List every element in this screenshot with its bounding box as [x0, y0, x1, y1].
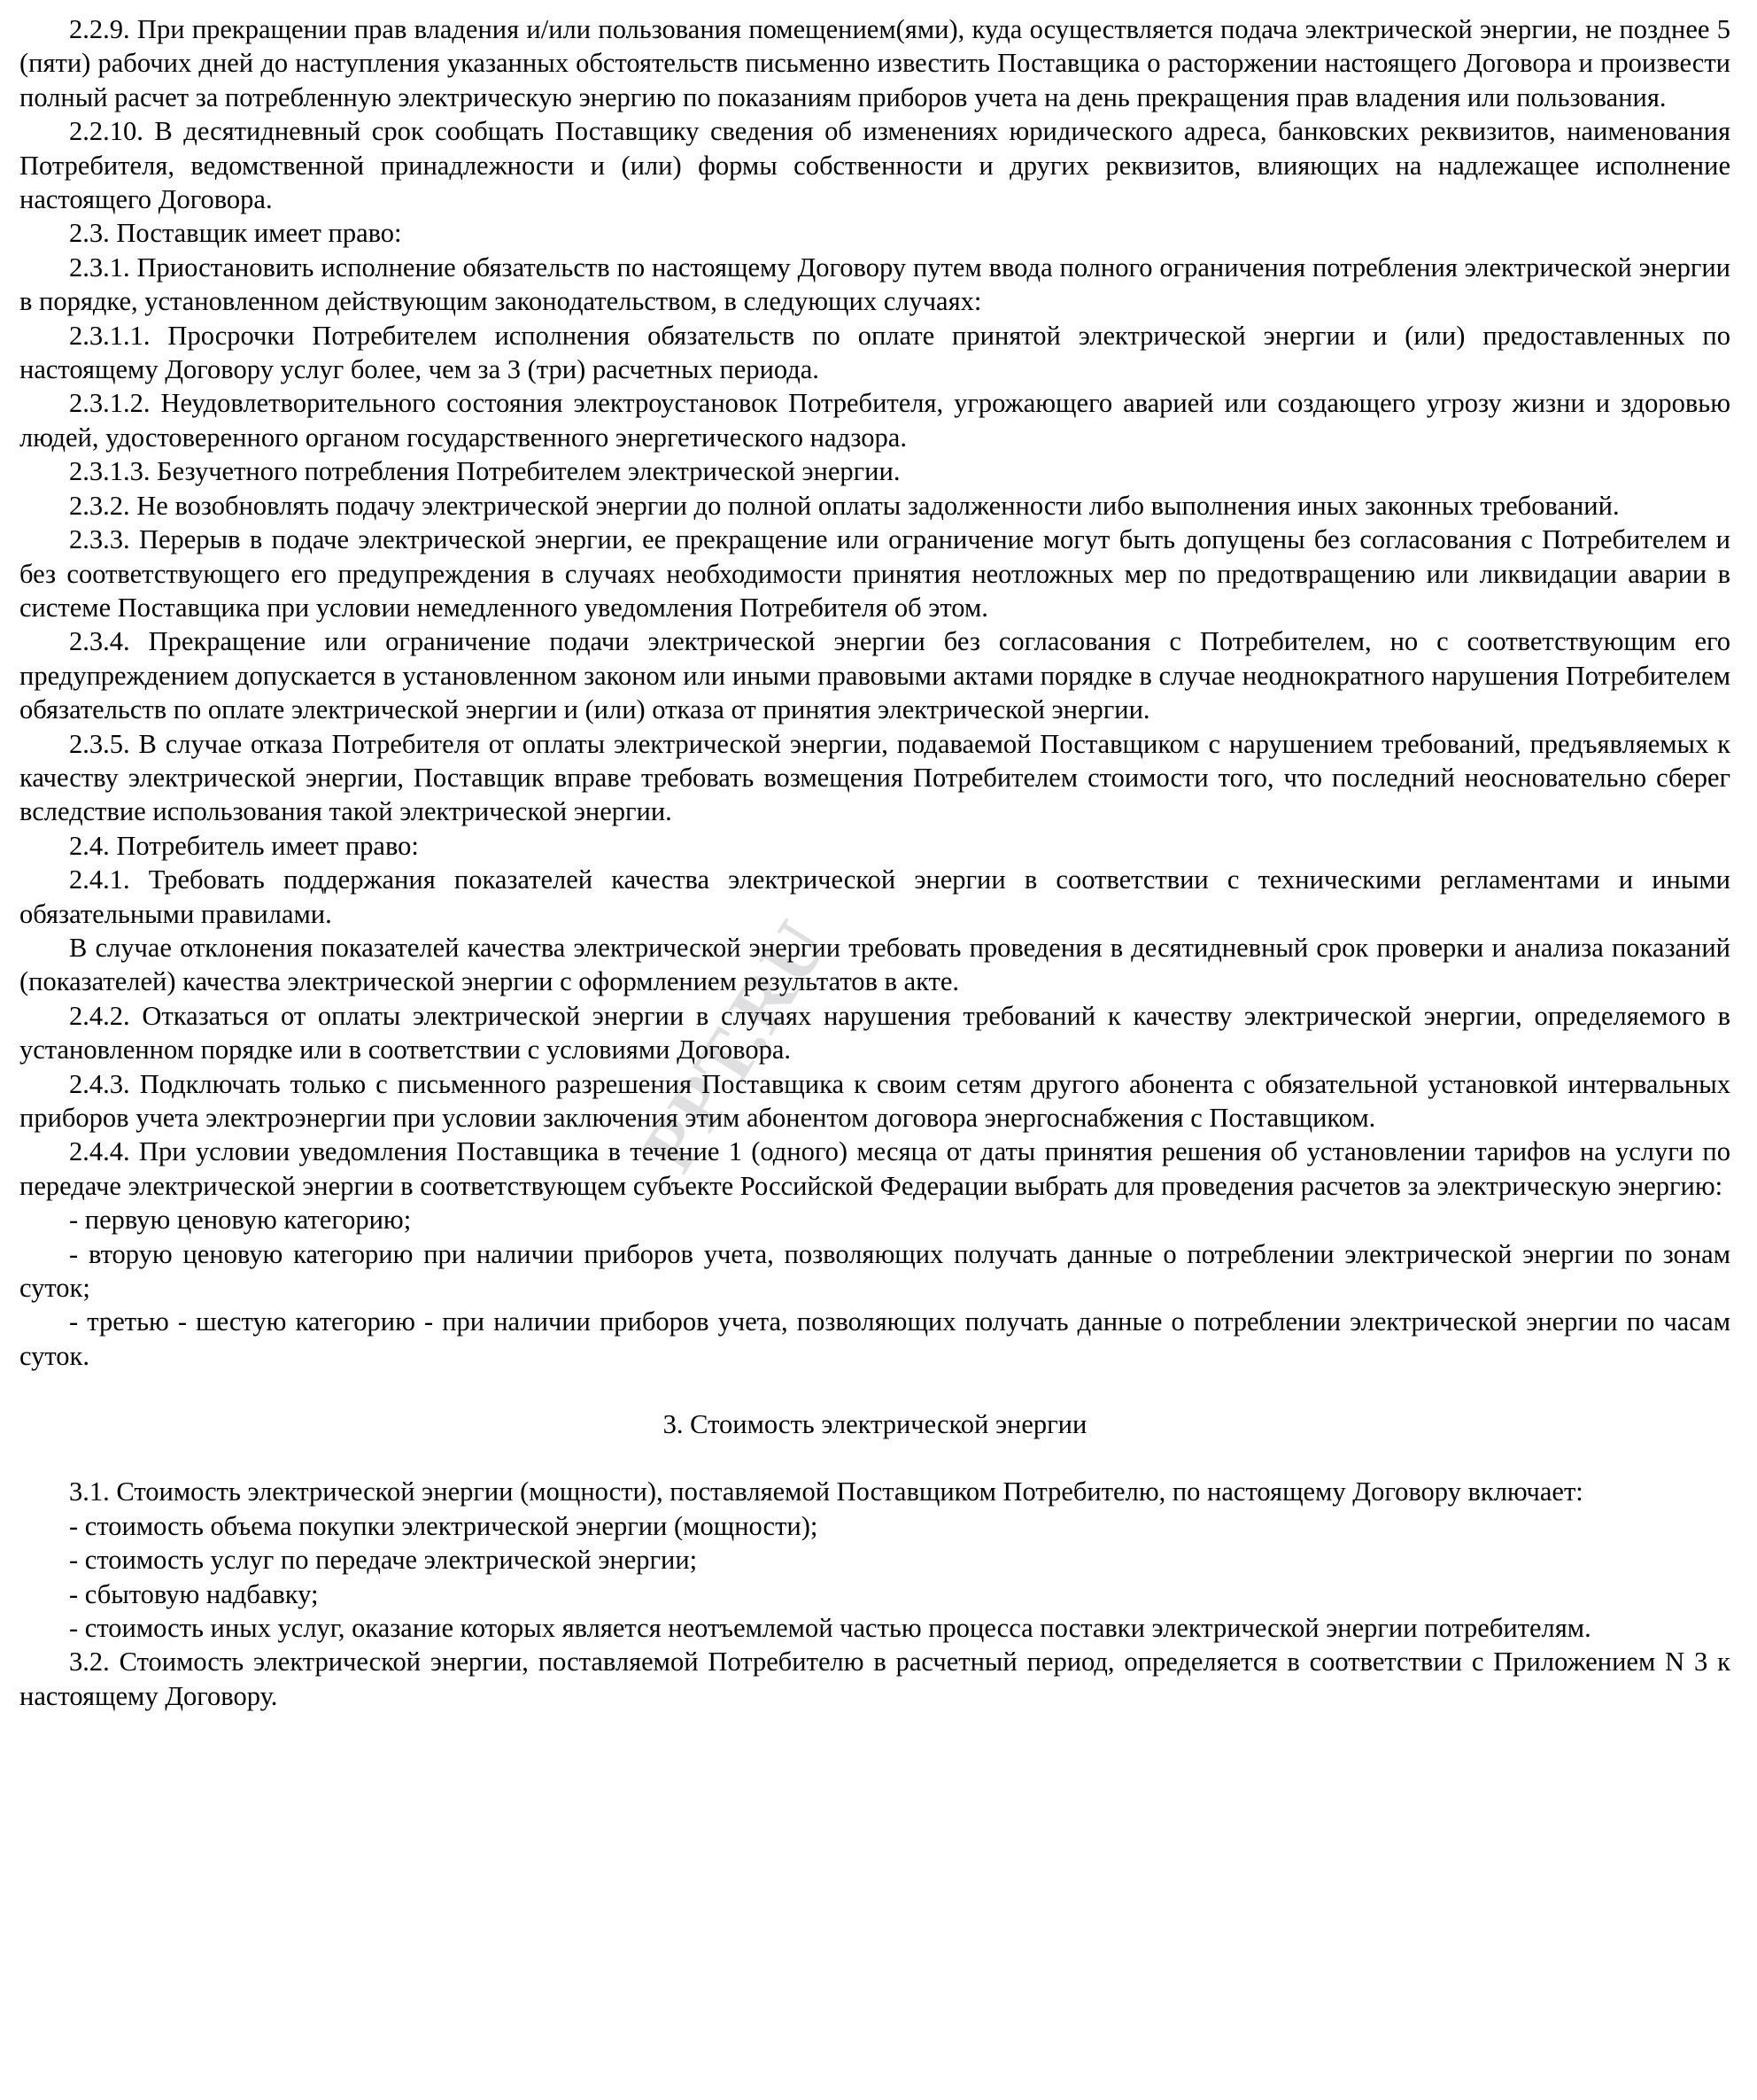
- list-item-cost-transmission: - стоимость услуг по передаче электрической энергии;: [69, 1545, 698, 1576]
- heading-spacer-above: [19, 1373, 1730, 1406]
- clause-2-4: 2.4. Потребитель имеет право:: [69, 830, 419, 861]
- clause-2-2-10: 2.2.10. В десятидневный срок сообщать Поставщику сведения об изменениях юридического адреса, банковских реквизитов, наименования Потребителя, ведомственной принадлежности и (или) формы собственности и других реквизитов, влияющих на надлежащее исполнение настоящего Договора.: [19, 116, 1730, 215]
- clause-2-3-1: 2.3.1. Приостановить исполнение обязательств по настоящему Договору путем ввода полного ограничения потребления электрической энергии в порядке, установленном действующим законодательством, в следующих случаях:: [19, 252, 1730, 317]
- list-item-cost-other-services: - стоимость иных услуг, оказание которых является неотъемлемой частью процесса поставки электрической энергии потребителям.: [69, 1613, 1591, 1644]
- clause-2-4-1: 2.4.1. Требовать поддержания показателей качества электрической энергии в соответствии с техническими регламентами и иными обязательными правилами.: [19, 864, 1730, 929]
- list-item-price-category-2: - вторую ценовую категорию при наличии приборов учета, позволяющих получать данные о потреблении электрической энергии по зонам суток;: [19, 1238, 1730, 1304]
- clause-2-3: 2.3. Поставщик имеет право:: [69, 218, 402, 249]
- clause-3-2: 3.2. Стоимость электрической энергии, поставляемой Потребителю в расчетный период, определяется в соответствии с Приложением N 3 к настоящему Договору.: [19, 1647, 1730, 1711]
- clause-2-4-1-continuation: В случае отклонения показателей качества электрической энергии требовать проведения в десятидневный срок проверки и анализа показаний (показателей) качества электрической энергии с оформлением результатов в акте.: [19, 932, 1730, 997]
- clause-2-3-1-2: 2.3.1.2. Неудовлетворительного состояния электроустановок Потребителя, угрожающего аварией или создающего угрозу жизни и здоровью людей, удостоверенного органом государственного энергетического надзора.: [19, 388, 1730, 453]
- clause-3-1: 3.1. Стоимость электрической энергии (мощности), поставляемой Поставщиком Потребителю, по настоящему Договору включает:: [69, 1476, 1583, 1507]
- clause-2-3-4: 2.3.4. Прекращение или ограничение подачи электрической энергии без согласования с Потребителем, но с соответствующим его предупреждением допускается в установленном законом или иными правовыми актами порядке в случае неоднократного нарушения Потребителем обязательств по оплате электрической энергии и (или) отказа от принятия электрической энергии.: [19, 626, 1730, 725]
- clause-2-4-3: 2.4.3. Подключать только с письменного разрешения Поставщика к своим сетям другого абонента с обязательной установкой интервальных приборов учета электроэнергии при условии заключения этим абонентом договора энергоснабжения с Поставщиком.: [19, 1068, 1730, 1133]
- list-item-cost-purchase-volume: - стоимость объема покупки электрической энергии (мощности);: [69, 1510, 818, 1541]
- heading-spacer-below: [19, 1441, 1730, 1475]
- document-body: [19, 12, 1730, 1713]
- clause-2-3-3: 2.3.3. Перерыв в подаче электрической энергии, ее прекращение или ограничение могут быть допущены без согласования с Потребителем и без соответствующего его предупреждения в случаях необходимости принятия неотложных мер по предотвращению или ликвидации аварии в системе Поставщика при условии немедленного уведомления Потребителя об этом.: [19, 524, 1730, 623]
- list-item-price-category-3-6: - третью - шестую категорию - при наличии приборов учета, позволяющих получать данные о потреблении электрической энергии по часам суток.: [19, 1306, 1730, 1371]
- clause-2-3-5: 2.3.5. В случае отказа Потребителя от оплаты электрической энергии, подаваемой Поставщиком с нарушением требований, предъявляемых к качеству электрической энергии, Поставщик вправе требовать возмещения Потребителем стоимости того, что последний неосновательно сберег вследствие использования такой электрической энергии.: [19, 728, 1730, 827]
- clause-2-4-4: 2.4.4. При условии уведомления Поставщика в течение 1 (одного) месяца от даты принятия решения об установлении тарифов на услуги по передаче электрической энергии в соответствующем субъекте Российской Федерации выбрать для проведения расчетов за электрическую энергию:: [19, 1136, 1730, 1201]
- clause-2-2-9: 2.2.9. При прекращении прав владения и/или пользования помещением(ями), куда осуществляется подача электрической энергии, не позднее 5 (пяти) рабочих дней до наступления указанных обстоятельств письменно известить Поставщика о расторжении настоящего Договора и произвести полный расчет за потребленную электрическую энергию по показаниям приборов учета на день прекращения прав владения или пользования.: [19, 14, 1730, 112]
- section-heading-3: 3. Стоимость электрической энергии: [662, 1408, 1087, 1439]
- clause-2-3-2: 2.3.2. Не возобновлять подачу электрической энергии до полной оплаты задолженности либо выполнения иных законных требований.: [69, 490, 1620, 521]
- clause-2-4-2: 2.4.2. Отказаться от оплаты электрической энергии в случаях нарушения требований к качеству электрической энергии, определяемого в установленном порядке или в соответствии с условиями Договора.: [19, 1000, 1730, 1065]
- list-item-cost-sales-markup: - сбытовую надбавку;: [69, 1578, 319, 1609]
- watermark: PPT.RU: [625, 904, 845, 1186]
- clause-2-3-1-3: 2.3.1.3. Безучетного потребления Потребителем электрической энергии.: [69, 456, 901, 487]
- list-item-price-category-1: - первую ценовую категорию;: [69, 1205, 412, 1236]
- clause-2-3-1-1: 2.3.1.1. Просрочки Потребителем исполнения обязательств по оплате принятой электрической энергии и (или) предоставленных по настоящему Договору услуг более, чем за 3 (три) расчетных периода.: [19, 320, 1730, 385]
